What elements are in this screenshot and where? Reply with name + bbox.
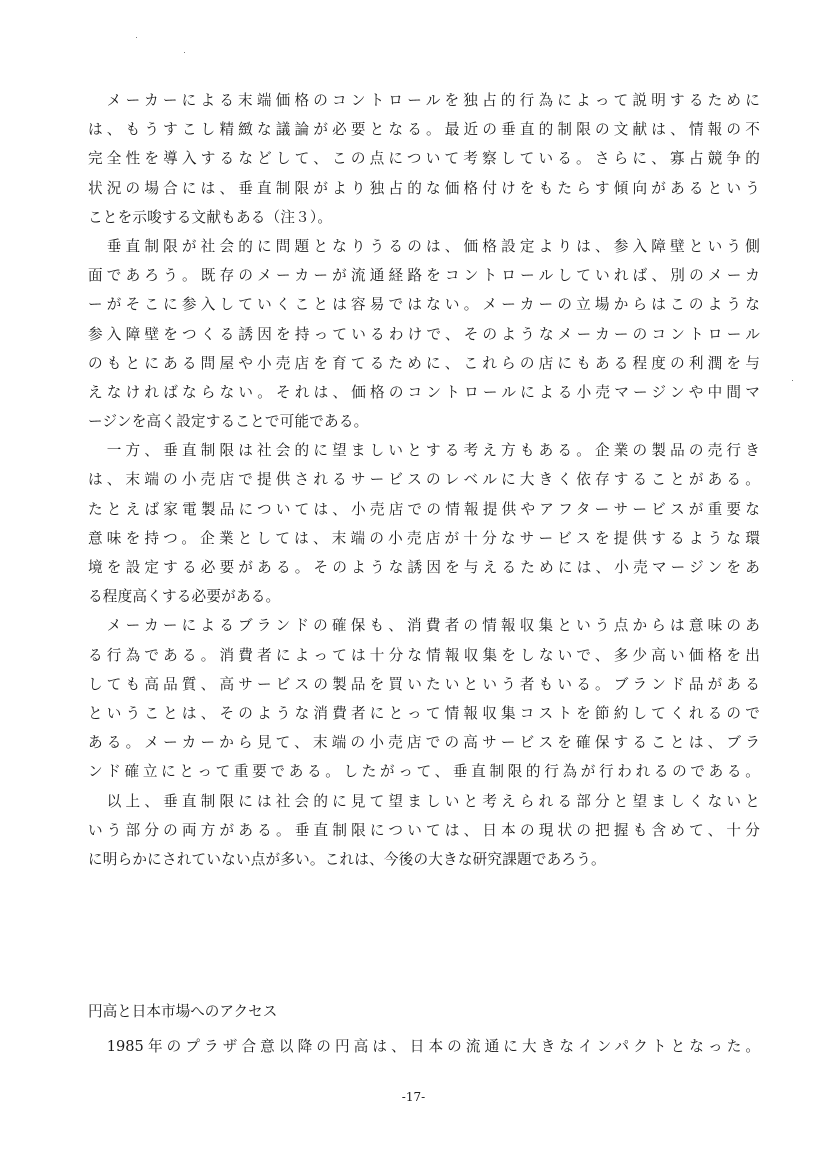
text-line: 面であろう。既存のメーカーが流通経路をコントロールしていれば、別のメーカ	[88, 267, 760, 285]
text-line: ンド確立にとって重要である。したがって、垂直制限的行為が行われるのである。	[88, 763, 760, 781]
text-line: る行為である。消費者によっては十分な情報収集をしないで、多少高い価格を出	[88, 646, 760, 664]
text-line: 一方、垂直制限は社会的に望ましいとする考え方もある。企業の製品の売行き	[88, 442, 760, 460]
section-heading: 円高と日本市場へのアクセス	[88, 1003, 278, 1020]
text-line: ーがそこに参入していくことは容易ではない。メーカーの立場からはこのような	[88, 296, 760, 314]
text-line: 完全性を導入するなどして、この点について考察している。さらに、寡占競争的	[88, 150, 760, 168]
scan-speck	[184, 52, 185, 53]
text-line: えなければならない。それは、価格のコントロールによる小売マージンや中間マ	[88, 383, 760, 401]
text-line: は、末端の小売店で提供されるサービスのレベルに大きく依存することがある。	[88, 471, 760, 489]
text-line: 垂直制限が社会的に問題となりうるのは、価格設定よりは、参入障壁という側	[88, 237, 760, 255]
text-line: る程度高くする必要がある。	[88, 588, 281, 606]
text-line: 境を設定する必要がある。そのような誘因を与えるためには、小売マージンをあ	[88, 559, 760, 576]
text-line: いう部分の両方がある。垂直制限については、日本の現状の把握も含めて、十分	[88, 821, 760, 839]
text-line: は、もうすこし精緻な議論が必要となる。最近の垂直的制限の文献は、情報の不	[88, 121, 760, 139]
text-line: ある。メーカーから見て、末端の小売店での高サービスを確保することは、ブラ	[88, 734, 760, 752]
text-line: 参入障壁をつくる誘因を持っているわけで、そのようなメーカーのコントロール	[88, 325, 760, 343]
text-line: メーカーによる末端価格のコントロールを独占的行為によって説明するために	[88, 92, 760, 109]
text-line: 意味を持つ。企業としては、末端の小売店が十分なサービスを提供するような環	[88, 529, 760, 547]
page-number: -17-	[401, 1090, 426, 1104]
scan-speck	[136, 37, 137, 38]
text-line: たとえば家電製品については、小売店での情報提供やアフターサービスが重要な	[88, 500, 760, 518]
text-line: ことを示唆する文献もある（注３）。	[88, 208, 333, 226]
text-line: ということは、そのような消費者にとって情報収集コストを節約してくれるので	[88, 704, 760, 722]
text-line: メーカーによるブランドの確保も、消費者の情報収集という点からは意味のあ	[88, 617, 760, 635]
text-line: のもとにある問屋や小売店を育てるために、これらの店にもある程度の利潤を与	[88, 354, 760, 372]
text-line: 状況の場合には、垂直制限がより独占的な価格付けをもたらす傾向があるという	[88, 179, 760, 197]
text-line: しても高品質、高サービスの製品を買いたいという者もいる。ブランド品がある	[88, 675, 760, 693]
text-line: ージンを高く設定することで可能である。	[88, 413, 369, 431]
text-line: に明らかにされていない点が多い。これは、今後の大きな研究課題であろう。	[88, 850, 606, 868]
section-intro: 1985年のプラザ合意以降の円高は、日本の流通に大きなインパクトとなった。	[88, 1038, 760, 1055]
text-line: 以上、垂直制限には社会的に見て望ましいと考えられる部分と望ましくないと	[88, 792, 760, 810]
scan-speck	[792, 380, 793, 381]
body-text	[88, 86, 760, 874]
